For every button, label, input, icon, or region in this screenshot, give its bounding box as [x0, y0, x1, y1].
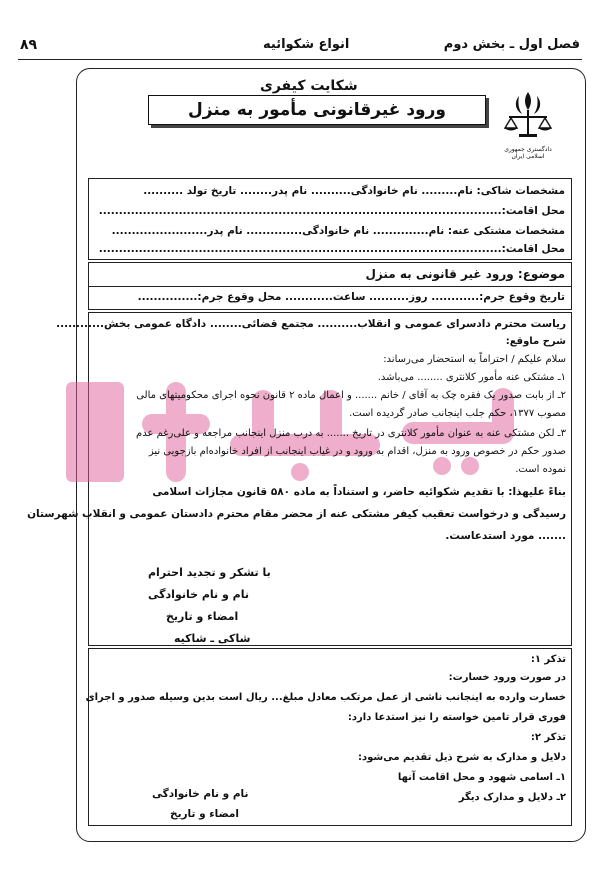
item-2-line-2: مصوب ۱۳۷۷، حکم جلب اینجانب صادر گردیده است. [349, 408, 566, 419]
item-3-line-1: ۳ـ لکن مشتکی عنه به عنوان مأمور کلانتری در تاریخ ....... به درب منزل اینجانب مراجعه و علی‌رغم عدم [136, 428, 566, 439]
request-line-3: ....... مورد استدعاست. [445, 530, 566, 542]
sign-date-label: امضاء و تاریخ [166, 610, 239, 623]
addressee-line: ریاست محترم دادسرای عمومی و انقلاب.......... مجتمع قضائی........ دادگاه عمومی بخش............ [56, 318, 566, 330]
note-1-title: تذکر ۱: [530, 654, 566, 665]
note-2-text: دلایل و مدارک به شرح ذیل تقدیم می‌شود: [358, 752, 566, 763]
defendant-line: مشخصات مشتکی عنه: نام.............. نام خانوادگی.............. نام پدر........................ [111, 225, 565, 237]
item-1: ۱ـ مشتکی عنه مأمور کلانتری ........ می‌باشد. [377, 372, 566, 383]
form-title: ورود غیرقانونی مأمور به منزل [148, 95, 486, 125]
complainant-address-line: محل اقامت:..................................................................................................... [98, 205, 565, 217]
parties-box [88, 178, 572, 260]
greeting-line: سلام علیکم / احتراماً به استحضار می‌رساند: [383, 354, 566, 365]
subject-box [88, 262, 572, 310]
time-place-line: تاریخ وقوع جرم:............ روز.......... ساعت............ محل وقوع جرم:............... [137, 291, 565, 303]
subject-line: موضوع: ورود غیر قانونی به منزل [365, 267, 565, 281]
request-line-1: بناءً علیهذا: با تقدیم شکوائیه حاضر، و استناداً به ماده ۵۸۰ قانون مجازات اسلامی [152, 486, 566, 498]
evidence-item-1: ۱ـ اسامی شهود و محل اقامت آنها [397, 772, 566, 783]
item-2-line-1: ۲ـ از بابت صدور یک فقره چک به آقای / خانم ....... و اعمال ماده ۲ قانون نحوه اجرای محکومیتهای مالی [136, 390, 566, 401]
judiciary-emblem [497, 88, 559, 168]
item-3-line-2: صدور حکم در خصوص ورود به منزل، اقدام به ورود و در غیاب اینجانب از افراد خانواده‌ام بازجویی نیز [148, 446, 566, 457]
defendant-address-line: محل اقامت:..................................................................................................... [98, 243, 565, 255]
complainant-line: مشخصات شاکی: نام......... نام خانوادگی.......... نام پدر........ تاریخ تولد .......... [143, 185, 565, 197]
signer-role-label: شاکی ـ شاکیه [174, 632, 251, 645]
emblem-caption: دادگستری جمهوری اسلامی ایران [504, 146, 552, 160]
item-3-line-3: نموده است. [515, 464, 566, 475]
request-line-2: رسیدگی و درخواست تعقیب کیفر مشتکی عنه از محضر مقام محترم دادستان عمومی و انقلاب شهرستان [27, 508, 566, 520]
note-1-text-line-2: فوری قرار تامین خواسته را نیز استدعا دارد: [347, 712, 566, 723]
note-2-title: تذکر ۲: [530, 732, 566, 743]
emblem-icon [497, 88, 559, 144]
subject-divider [89, 286, 571, 287]
notes-sign-date-label: امضاء و تاریخ [170, 808, 240, 820]
chapter-label: فصل اول ـ بخش دوم [443, 37, 580, 52]
note-1-text-line-1: خسارت وارده به اینجانب ناشی از عمل مرتکب معادل مبلغ... ریال است بدین وسیله صدور و اجرای [85, 692, 566, 703]
evidence-item-2: ۲ـ دلایل و مدارک دیگر [458, 792, 566, 803]
running-header [18, 33, 582, 60]
notes-signer-name-label: نام و نام خانوادگی [152, 788, 249, 800]
closing-thanks: با تشکر و تجدید احترام [148, 566, 271, 579]
note-1-case: در صورت ورود خسارت: [448, 672, 566, 683]
section-title: انواع شکوائیه [263, 37, 350, 52]
complaint-kind: شکایت کیفری [260, 78, 358, 94]
page-number: ۸۹ [20, 37, 38, 53]
narrative-heading: شرح ماوقع: [505, 336, 566, 347]
signer-name-label: نام و نام خانوادگی [148, 588, 249, 601]
